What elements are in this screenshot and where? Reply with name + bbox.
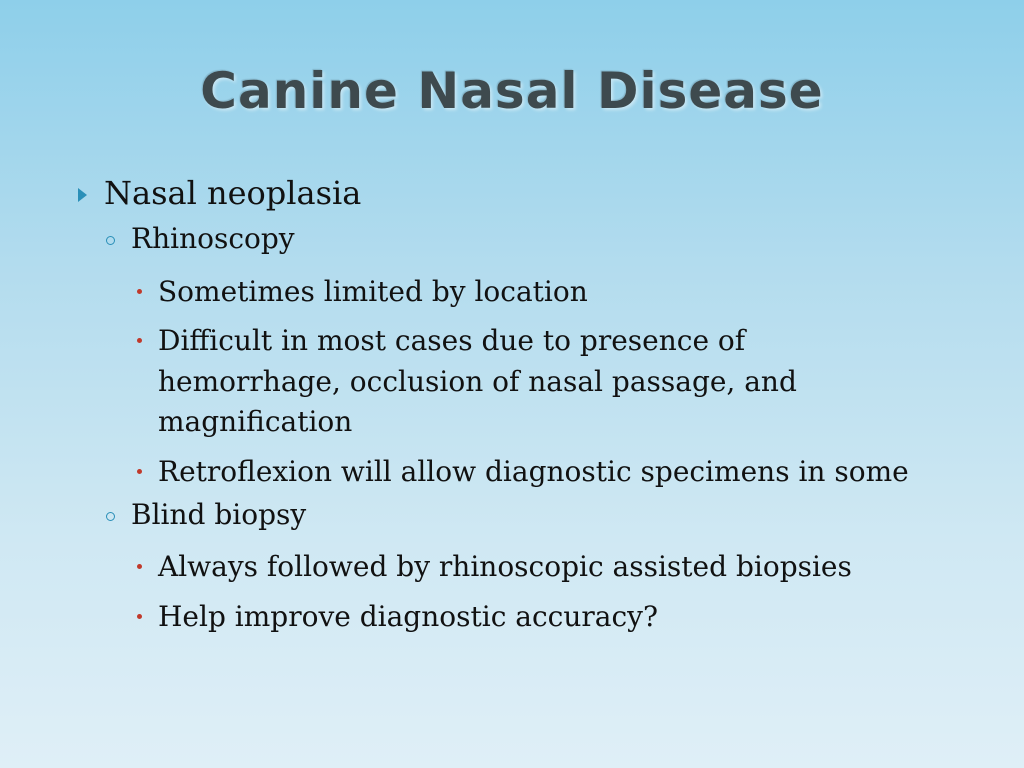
dot-bullet-icon xyxy=(137,564,142,569)
dot-bullet-icon xyxy=(137,289,142,294)
dot-bullet-icon xyxy=(137,338,142,343)
bullet-level3-line: magnification xyxy=(158,405,353,438)
bullet-level1: Nasal neoplasia xyxy=(104,174,362,212)
bullet-level3: Help improve diagnostic accuracy? xyxy=(158,600,658,633)
dot-bullet-icon xyxy=(137,614,142,619)
bullet-level3-line: Difficult in most cases due to presence of xyxy=(158,324,746,357)
bullet-level2: Blind biopsy xyxy=(131,498,307,531)
bullet-level3-line: hemorrhage, occlusion of nasal passage, and xyxy=(158,365,797,398)
bullet-level3: Always followed by rhinoscopic assisted biopsies xyxy=(158,550,852,583)
bullet-level2: Rhinoscopy xyxy=(131,222,295,255)
ring-bullet-icon xyxy=(106,236,115,245)
triangle-bullet-icon xyxy=(78,188,87,202)
ring-bullet-icon xyxy=(106,512,115,521)
bullet-level3: Sometimes limited by location xyxy=(158,275,588,308)
slide-title: Canine Nasal Disease xyxy=(200,62,824,120)
bullet-level3: Retroflexion will allow diagnostic specimens in some xyxy=(158,455,909,488)
dot-bullet-icon xyxy=(137,469,142,474)
